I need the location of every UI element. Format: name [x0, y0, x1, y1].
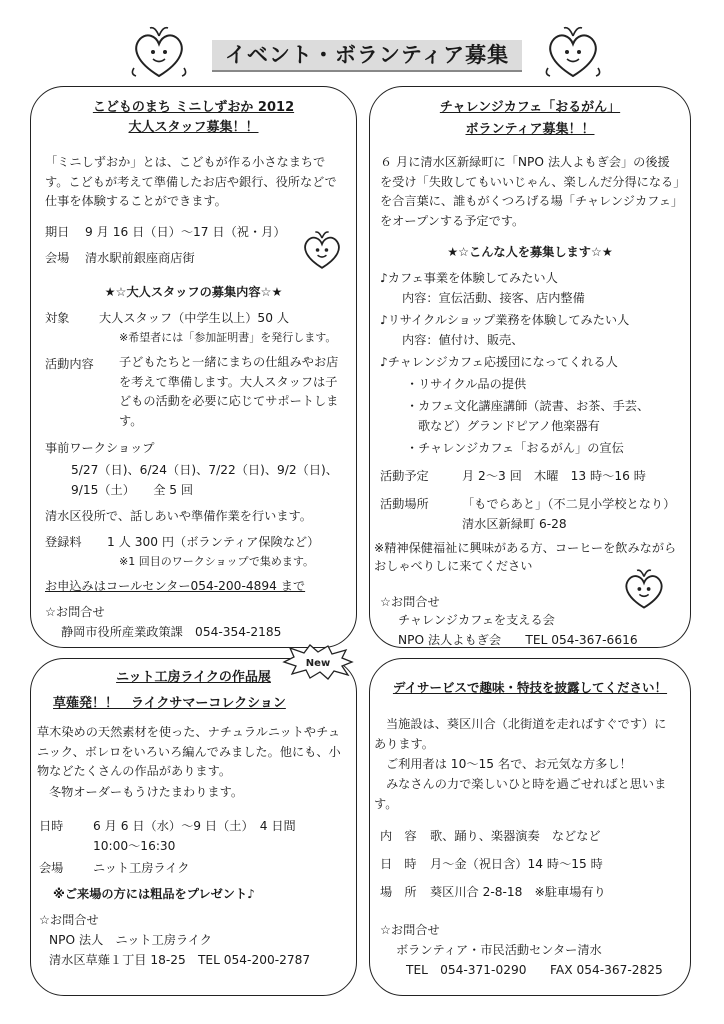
event-box-knit-exhibition	[30, 658, 357, 996]
contact-value: NPO 法人よもぎ会 TEL 054-367-6616	[398, 633, 638, 647]
event-intro: ６ 月に清水区新緑町に「NPO 法人よもぎ会」の後援を受け「失敗してもいいじゃん、楽しんだ分得になる」を合言葉に、誰もがくつろげる場「チャレンジカフェ」をオープンする予定です。	[380, 155, 680, 228]
event-box-mini-shizuoka	[30, 86, 357, 648]
workshop-dates-2: 9/15（土） 全 5 回	[71, 483, 194, 497]
section-heading: ★☆こんな人を募集します☆★	[447, 245, 613, 259]
contact-value: 静岡市役所産業政策課 054-354-2185	[61, 625, 282, 639]
contact-org: ボランティア・市民活動センター清水	[396, 943, 602, 957]
page-header: イベント・ボランティア募集	[212, 40, 522, 72]
date-label: 期日	[45, 225, 70, 239]
contact-label: ☆お問合せ	[380, 595, 440, 609]
venue-label: 会場	[39, 861, 64, 875]
event-intro-1: 当施設は、葵区川合（北街道を走ればすぐです）にあります。	[374, 717, 667, 751]
content-label: 内 容	[380, 829, 417, 843]
event-box-day-service	[369, 658, 691, 996]
event-intro-2: 冬物オーダーもうけたまわります。	[49, 785, 244, 799]
workshop-label: 事前ワークショップ	[45, 441, 155, 455]
list-item-detail: 内容：宣伝活動、接客、店内整備	[402, 291, 585, 305]
new-badge	[282, 644, 354, 680]
place-label: 場 所	[380, 885, 417, 899]
place-value: 「もでらあと」（不二見小学校となり）	[462, 497, 676, 511]
heart-mascot-icon-small	[620, 565, 668, 613]
sub-item: ・カフェ文化講座講師（読書、お茶、手芸、	[406, 399, 650, 413]
target-label: 対象	[45, 311, 70, 325]
event-title: こどものまち ミニしずおか 2012	[92, 100, 295, 115]
list-item: ♪カフェ事業を体験してみたい人	[380, 271, 558, 285]
content-value: 歌、踊り、楽器演奏 などなど	[430, 829, 601, 843]
contact-label: ☆お問合せ	[45, 605, 105, 619]
section-heading: ★☆大人スタッフの募集内容☆★	[104, 285, 283, 299]
contact-tel: TEL 054-371-0290	[406, 963, 527, 977]
venue-value: 清水駅前銀座商店街	[85, 251, 195, 265]
workshop-dates-1: 5/27（日)、6/24（日)、7/22（日)、9/2（日)、	[71, 463, 338, 477]
workshop-place: 清水区役所で、話しあいや準備作業を行います。	[45, 509, 312, 523]
heart-mascot-icon-left	[128, 22, 190, 82]
place-address: 清水区新緑町 6-28	[462, 517, 567, 531]
contact-value: 清水区草薙１丁目 18-25 TEL 054-200-2787	[49, 953, 311, 967]
event-intro: 「ミニしずおか」とは、こどもが作る小さなまちです。こどもが考えて準備したお店や銀行、役所などで仕事を体験することができます。	[45, 155, 337, 208]
event-intro-3: みなさんの力で楽しいひと時を過ごせればと思います。	[374, 777, 667, 811]
event-subtitle: 大人スタッフ募集！！	[128, 120, 259, 135]
list-item-detail: 内容：値付け、販売、	[402, 333, 524, 347]
time-value: 10:00～16:30	[93, 839, 176, 853]
sub-item: ・チャレンジカフェ「おるがん」の宣伝	[406, 441, 624, 455]
event-subtitle: 草薙発！！ ライクサマーコレクション	[53, 696, 286, 711]
contact-fax: FAX 054-367-2825	[550, 963, 663, 977]
schedule-value: 月 2～3 回 木曜 13 時～16 時	[462, 469, 646, 483]
venue-value: ニット工房ライク	[93, 861, 190, 875]
place-label: 活動場所	[380, 497, 429, 511]
date-value: 9 月 16 日（日）～17 日（祝・月）	[85, 225, 286, 239]
target-note: ※希望者には「参加証明書」を発行します。	[119, 331, 337, 344]
heart-mascot-icon-right	[542, 22, 604, 82]
event-intro: 草木染めの天然素材を使った、ナチュラルニットやチュニック、ボレロをいろいろ編んでみました。他にも、小物などたくさんの作品があります。	[37, 725, 341, 778]
event-intro-2: ご利用者は 10～15 名で、お元気な方多し！	[386, 757, 632, 771]
sub-item: ・リサイクル品の提供	[406, 377, 527, 391]
event-box-challenge-cafe	[369, 86, 691, 648]
contact-org: NPO 法人 ニット工房ライク	[49, 933, 212, 947]
note: ※精神保健福祉に興味がある方、コーヒーを飲みながらおしゃべりしに来てください	[374, 541, 677, 573]
event-title: ニット工房ライクの作品展	[116, 670, 271, 685]
date-label: 日時	[39, 819, 64, 833]
target-value: 大人スタッフ（中学生以上）50 人	[99, 311, 290, 325]
event-title: チャレンジカフェ「おるがん」	[439, 100, 621, 115]
list-item: ♪チャレンジカフェ応援団になってくれる人	[380, 355, 618, 369]
activity-value: 子どもたちと一緒にまちの仕組みやお店を考えて準備します。大人スタッフは子どもの活動を必要に応じてサポートします。	[119, 355, 339, 428]
sub-item: 歌など）グランドピアノ他楽器有	[418, 419, 600, 433]
contact-label: ☆お問合せ	[380, 923, 440, 937]
place-value: 葵区川合 2-8-18 ※駐車場有り	[430, 885, 606, 899]
apply-info: お申込みはコールセンター054-200-4894 まで	[45, 579, 306, 593]
contact-label: ☆お問合せ	[39, 913, 99, 927]
fee-note: ※1 回目のワークショップで集めます。	[119, 555, 314, 568]
gift-note: ※ご来場の方には粗品をプレゼント♪	[53, 887, 255, 901]
date-value: 6 月 6 日（水）～9 日（土） 4 日間	[93, 819, 296, 833]
event-subtitle: ボランティア募集！！	[465, 122, 595, 137]
fee-value: 1 人 300 円（ボランティア保険など）	[107, 535, 320, 549]
heart-mascot-icon-small	[299, 227, 345, 273]
date-label: 日 時	[380, 857, 417, 871]
schedule-label: 活動予定	[380, 469, 429, 483]
list-item: ♪リサイクルショップ業務を体験してみたい人	[380, 313, 630, 327]
venue-label: 会場	[45, 251, 70, 265]
new-badge-text: New	[305, 658, 331, 669]
contact-org: チャレンジカフェを支える会	[398, 613, 555, 627]
date-value: 月～金（祝日含）14 時～15 時	[430, 857, 603, 871]
fee-label: 登録料	[45, 535, 82, 549]
activity-label: 活動内容	[45, 357, 94, 371]
event-title: デイサービスで趣味・特技を披露してください！	[392, 680, 668, 695]
